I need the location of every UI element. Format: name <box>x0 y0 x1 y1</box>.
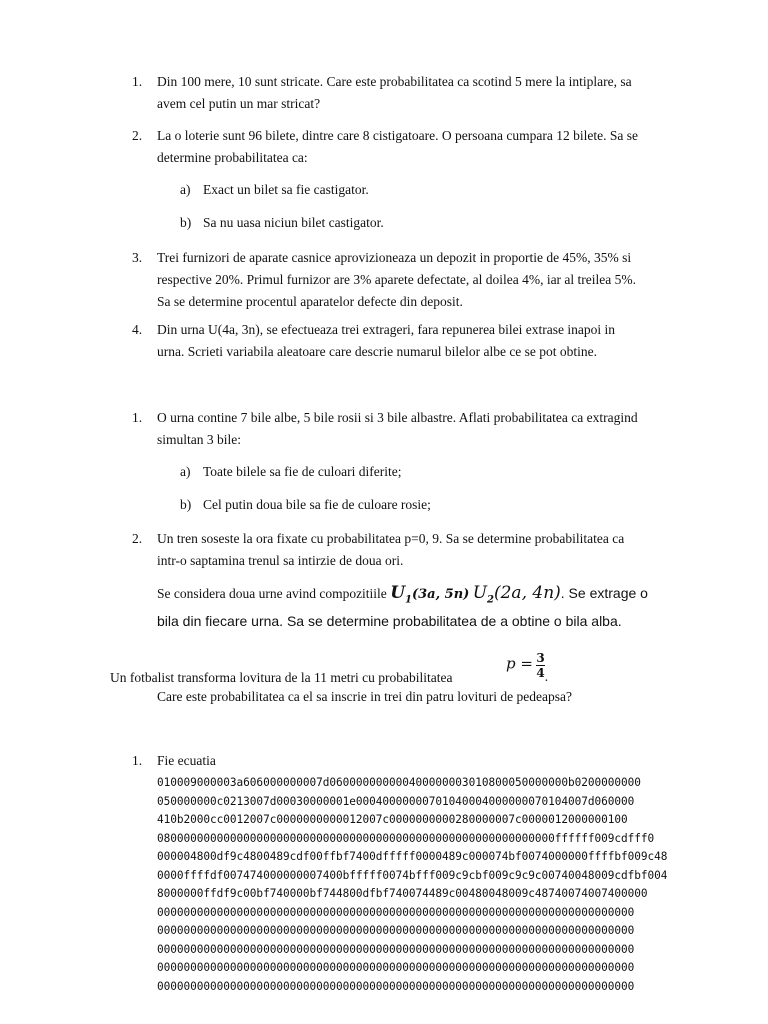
text-line: Din 100 mere, 10 sunt stricate. Care este probabilitatea ca scotind 5 mere la intiplare, sa <box>157 74 632 89</box>
text-line: Un tren soseste la ora fixate cu probabilitatea p=0, 9. Sa se determine probabilitatea ca <box>157 531 625 546</box>
problem-text <box>157 319 727 363</box>
urn-u1-formula: $U_1(3a$, 5n) <box>390 583 470 606</box>
sub-letter: b) <box>180 215 192 230</box>
hex-line: 000000000000000000000000000000000000000000000000000000000000000000000000 <box>157 942 635 956</box>
problem-title: Fie ecuatia <box>157 753 216 768</box>
sub-text: Toate bilele sa fie de culoari diferite; <box>203 464 402 479</box>
list-number: 1. <box>132 74 143 89</box>
text-line: Din urna U(4a, 3n), se efectueaza trei extrageri, fara repunerea bilei extrase inapoi in <box>157 322 616 337</box>
text-line: urna. Scrieti variabila aleatoare care descrie numarul bilelor albe ce se pot obtine. <box>157 344 598 359</box>
sub-letter: a) <box>180 464 191 479</box>
hex-line: 000000000000000000000000000000000000000000000000000000000000000000000000 <box>157 905 635 919</box>
text-line: respective 20%. Primul furnizor are 3% aparete defectate, al doilea 4%, iar al treilea 5%. <box>157 272 637 287</box>
list-number: 2. <box>132 531 143 546</box>
sub-text: Exact un bilet sa fie castigator. <box>203 182 369 197</box>
football-question: Care este probabilitatea ca el sa inscrie in trei din patru lovituri de pedeapsa? <box>157 689 572 704</box>
urns-intro: Se considera doua urne avind compozitiile <box>157 586 387 601</box>
hex-line: 8000000ffdf9c00bf740000bf744800dfbf740074489c00480048009c48740074007400000 <box>157 887 648 900</box>
fraction: $\frac{3}{4}$ <box>536 651 545 680</box>
sub-letter: b) <box>180 497 192 512</box>
problem-text <box>157 407 727 451</box>
sub-text: Cel putin doua bile sa fie de culoare rosie; <box>203 497 431 512</box>
list-number: 1. <box>132 410 143 425</box>
hex-line: 000000000000000000000000000000000000000000000000000000000000000000000000 <box>157 924 635 937</box>
problem-text <box>157 247 727 313</box>
hex-line: 0000ffffdf007474000000007400bfffff0074bfff009c9cbf009c9c9c00740048009cdfbf004 <box>157 868 668 882</box>
hex-line: 000000000000000000000000000000000000000000000000000000000000000000000000 <box>157 961 635 974</box>
sub-letter: a) <box>180 182 191 197</box>
hex-line: 050000000c0213007d00030000001e00040000000701040004000000070104007d060000 <box>157 794 635 808</box>
text-line: simultan 3 bile: <box>157 432 241 447</box>
list-number: 1. <box>132 753 143 768</box>
hex-line: 000000000000000000000000000000000000000000000000000000000000000000000000 <box>157 979 635 993</box>
probability-formula: $p = \frac{3}{4}$ . <box>506 651 549 684</box>
text-line: Trei furnizori de aparate casnice aprovizioneaza un depozit in proportie de 45%, 35% si <box>157 250 632 265</box>
text-line: avem cel putin un mar stricat? <box>157 96 321 111</box>
text-line: intr-o saptamina trenul sa intirzie de doua ori. <box>157 553 404 568</box>
urns-paragraph <box>157 582 747 611</box>
list-number: 3. <box>132 250 143 265</box>
text-line: O urna contine 7 bile albe, 5 bile rosii si 3 bile albastre. Aflati probabilitatea ca extragind <box>157 410 638 425</box>
urn-u2-formula: $U_2(2a$, 4n) <box>472 583 561 606</box>
text-line: determine probabilitatea ca: <box>157 150 308 165</box>
hex-data-block <box>157 774 737 996</box>
list-number: 2. <box>132 128 143 143</box>
hex-line: 010009000003a606000000007d060000000000400000003010800050000000b0200000000 <box>157 776 641 789</box>
text-line: Sa se determine procentul aparatelor defecte din deposit. <box>157 294 463 309</box>
hex-line: 000004800df9c4800489cdf00ffbf7400dfffff0000489c000074bf0074000000ffffbf009c48 <box>157 850 668 863</box>
urns-tail: . Se extrage o <box>560 585 648 601</box>
problem-text <box>157 125 727 169</box>
problem-text <box>157 71 727 115</box>
sub-text: Sa nu uasa niciun bilet castigator. <box>203 215 384 230</box>
hex-line: 410b2000cc0012007c0000000000012007c0000000000280000007c0000012000000100 <box>157 813 628 826</box>
list-number: 4. <box>132 322 143 337</box>
text-line: La o loterie sunt 96 bilete, dintre care 8 cistigatoare. O persoana cumpara 12 bilete. Sa se <box>157 128 638 143</box>
problem-text <box>157 528 727 572</box>
football-text: Un fotbalist transforma lovitura de la 11 metri cu probabilitatea <box>110 670 453 685</box>
hex-line: 080000000000000000000000000000000000000000000000000000000000ffffff009cdfff0 <box>157 831 655 845</box>
urns-line-2: bila din fiecare urna. Sa se determine probabilitatea de a obtine o bila alba. <box>157 613 622 629</box>
